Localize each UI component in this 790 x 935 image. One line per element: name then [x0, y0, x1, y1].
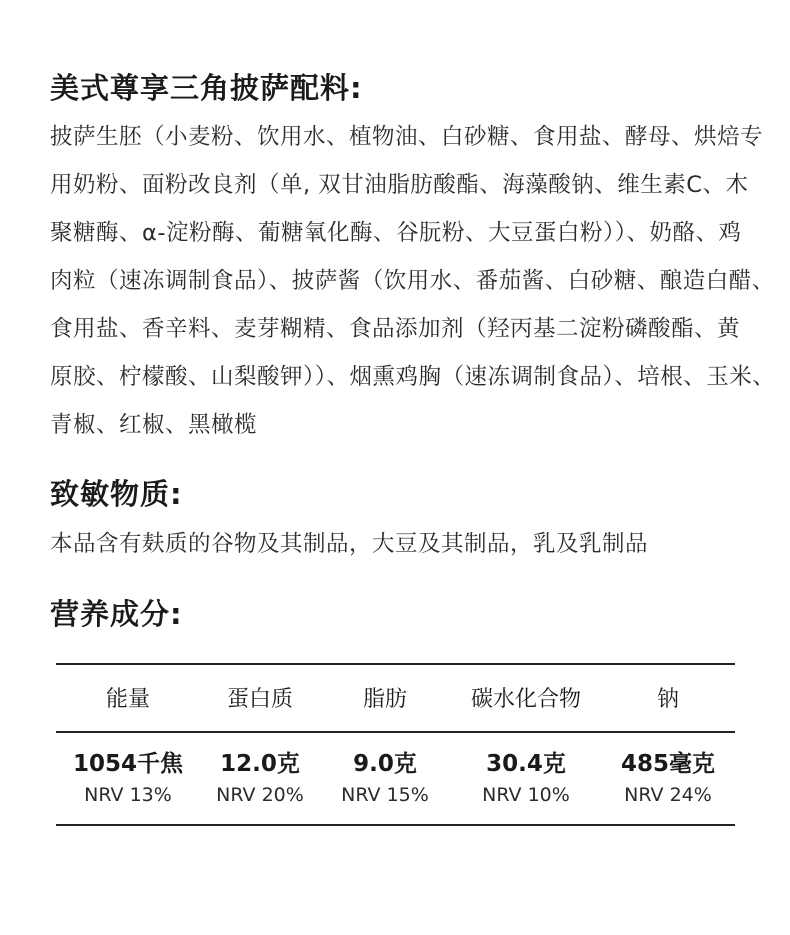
- column-header: 蛋白质: [226, 687, 293, 712]
- column-value: 12.0克: [220, 751, 300, 777]
- column-nrv: NRV 13%: [84, 784, 172, 806]
- column-nrv: NRV 24%: [624, 784, 712, 806]
- column-nrv: NRV 20%: [216, 784, 304, 806]
- column-value: 30.4克: [486, 751, 566, 777]
- ingredients-line: 用奶粉、面粉改良剂（单, 双甘油脂肪酸酯、海藻酸钠、维生素C、木: [50, 172, 749, 198]
- column-header: 钠: [656, 687, 679, 712]
- ingredients-line: 披萨生胚（小麦粉、饮用水、植物油、白砂糖、食用盐、酵母、烘焙专: [50, 124, 764, 150]
- column-nrv: NRV 15%: [341, 784, 429, 806]
- column-header: 能量: [105, 687, 150, 712]
- ingredients-text: [50, 113, 776, 449]
- ingredients-line: 肉粒（速冻调制食品）、披萨酱（饮用水、番茄酱、白砂糖、酿造白醋、: [50, 268, 775, 294]
- ingredients-line: 聚糖酶、α-淀粉酶、葡糖氧化酶、谷朊粉、大豆蛋白粉））、奶酪、鸡: [50, 220, 742, 246]
- column-value: 9.0克: [353, 751, 417, 777]
- table-divider: [56, 731, 735, 733]
- nutrition-heading: 营养成分:: [50, 597, 183, 631]
- nutrition-table: [56, 663, 735, 826]
- column-nrv: NRV 10%: [482, 784, 570, 806]
- column-value: 1054千焦: [72, 751, 183, 777]
- ingredients-line: 食用盐、香辛料、麦芽糊精、食品添加剂（羟丙基二淀粉磷酸酯、黄: [50, 316, 741, 342]
- column-header: 脂肪: [362, 687, 407, 712]
- column-value: 485毫克: [620, 751, 715, 777]
- ingredients-heading: 美式尊享三角披萨配料:: [50, 71, 363, 105]
- allergen-heading: 致敏物质:: [50, 477, 183, 511]
- column-header: 碳水化合物: [470, 687, 581, 712]
- ingredients-line: 原胶、柠檬酸、山梨酸钾））、烟熏鸡胸（速冻调制食品）、培根、玉米、: [50, 364, 776, 390]
- ingredients-line: 青椒、红椒、黑橄榄: [50, 412, 258, 438]
- allergen-text: 本品含有麸质的谷物及其制品，大豆及其制品，乳及乳制品: [50, 531, 649, 557]
